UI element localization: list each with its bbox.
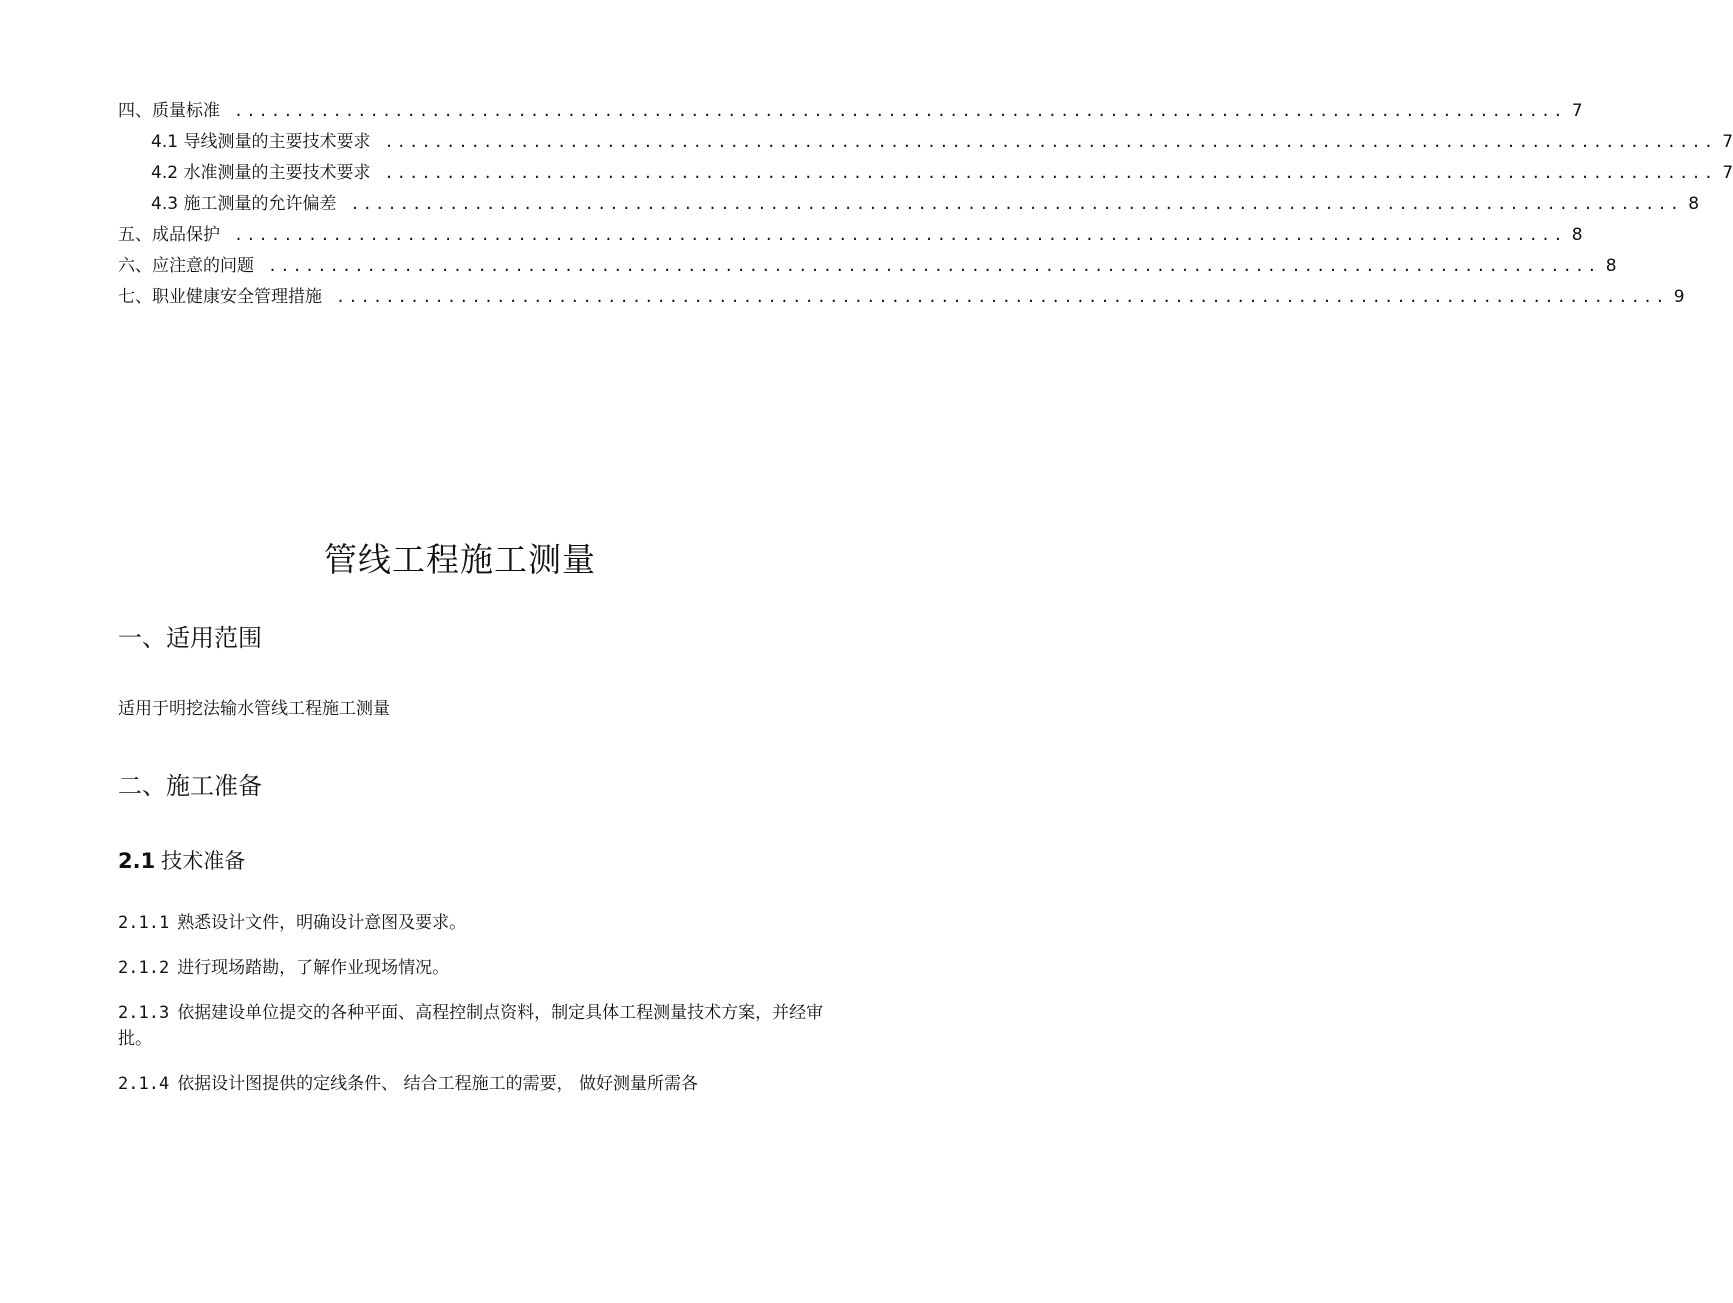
toc-page-number: 7 <box>1722 132 1733 152</box>
toc-page-number: 8 <box>1605 256 1617 276</box>
toc-leader-dots: ............................................................................................................ <box>268 257 1600 275</box>
toc-leader-dots: ............................................................................................................ <box>234 226 1566 244</box>
subsection-number: 2.1 <box>118 849 156 873</box>
toc-page-number: 8 <box>1571 225 1583 245</box>
toc-row <box>118 251 1617 282</box>
section-heading-preparation: 二、施工准备 <box>118 772 262 800</box>
document-title: 管线工程施工测量 <box>324 540 596 579</box>
item-number: 2.1.4 <box>118 1074 170 1094</box>
item-text: 熟悉设计文件，明确设计意图及要求。 <box>177 913 467 933</box>
item-text: 依据设计图提供的定线条件、 结合工程施工的需要， 做好测量所需各 <box>177 1074 698 1094</box>
toc-page-number: 8 <box>1688 194 1700 214</box>
toc-row <box>118 158 1733 189</box>
toc-row <box>118 189 1700 220</box>
subsection-title: 技术准备 <box>161 849 246 873</box>
list-item <box>118 1071 848 1097</box>
toc-row <box>118 282 1685 313</box>
toc-label: 四、质量标准 <box>118 101 220 121</box>
item-text: 进行现场踏勘，了解作业现场情况。 <box>177 958 450 978</box>
section-scope-text: 适用于明挖法输水管线工程施工测量 <box>118 699 390 719</box>
list-item <box>118 1000 848 1052</box>
table-of-contents <box>118 96 1733 313</box>
toc-label: 六、应注意的问题 <box>118 256 254 276</box>
item-text: 依据建设单位提交的各种平面、高程控制点资料，制定具体工程测量技术方案，并经审批。 <box>118 1003 824 1049</box>
toc-label: 4.1 导线测量的主要技术要求 <box>151 132 371 152</box>
toc-label: 4.2 水准测量的主要技术要求 <box>151 163 371 183</box>
toc-page-number: 7 <box>1571 101 1583 121</box>
item-number: 2.1.3 <box>118 1003 170 1023</box>
toc-page-number: 7 <box>1722 163 1733 183</box>
toc-leader-dots: ............................................................................................................ <box>384 133 1717 151</box>
toc-row <box>118 220 1583 251</box>
toc-leader-dots: ............................................................................................................ <box>384 164 1717 182</box>
item-number: 2.1.2 <box>118 958 170 978</box>
toc-label: 五、成品保护 <box>118 225 220 245</box>
toc-label: 4.3 施工测量的允许偏差 <box>151 194 337 214</box>
item-number: 2.1.1 <box>118 913 170 933</box>
subsection-heading-technical <box>118 845 245 875</box>
toc-leader-dots: ............................................................................................................ <box>350 195 1683 213</box>
toc-leader-dots: ............................................................................................................ <box>234 102 1566 120</box>
list-item <box>118 955 848 981</box>
section-heading-scope: 一、适用范围 <box>118 624 262 652</box>
list-item <box>118 910 848 936</box>
toc-leader-dots: ............................................................................................................ <box>336 288 1668 306</box>
toc-row <box>118 127 1733 158</box>
toc-page-number: 9 <box>1673 287 1685 307</box>
toc-row <box>118 96 1583 127</box>
toc-label: 七、职业健康安全管理措施 <box>118 287 322 307</box>
